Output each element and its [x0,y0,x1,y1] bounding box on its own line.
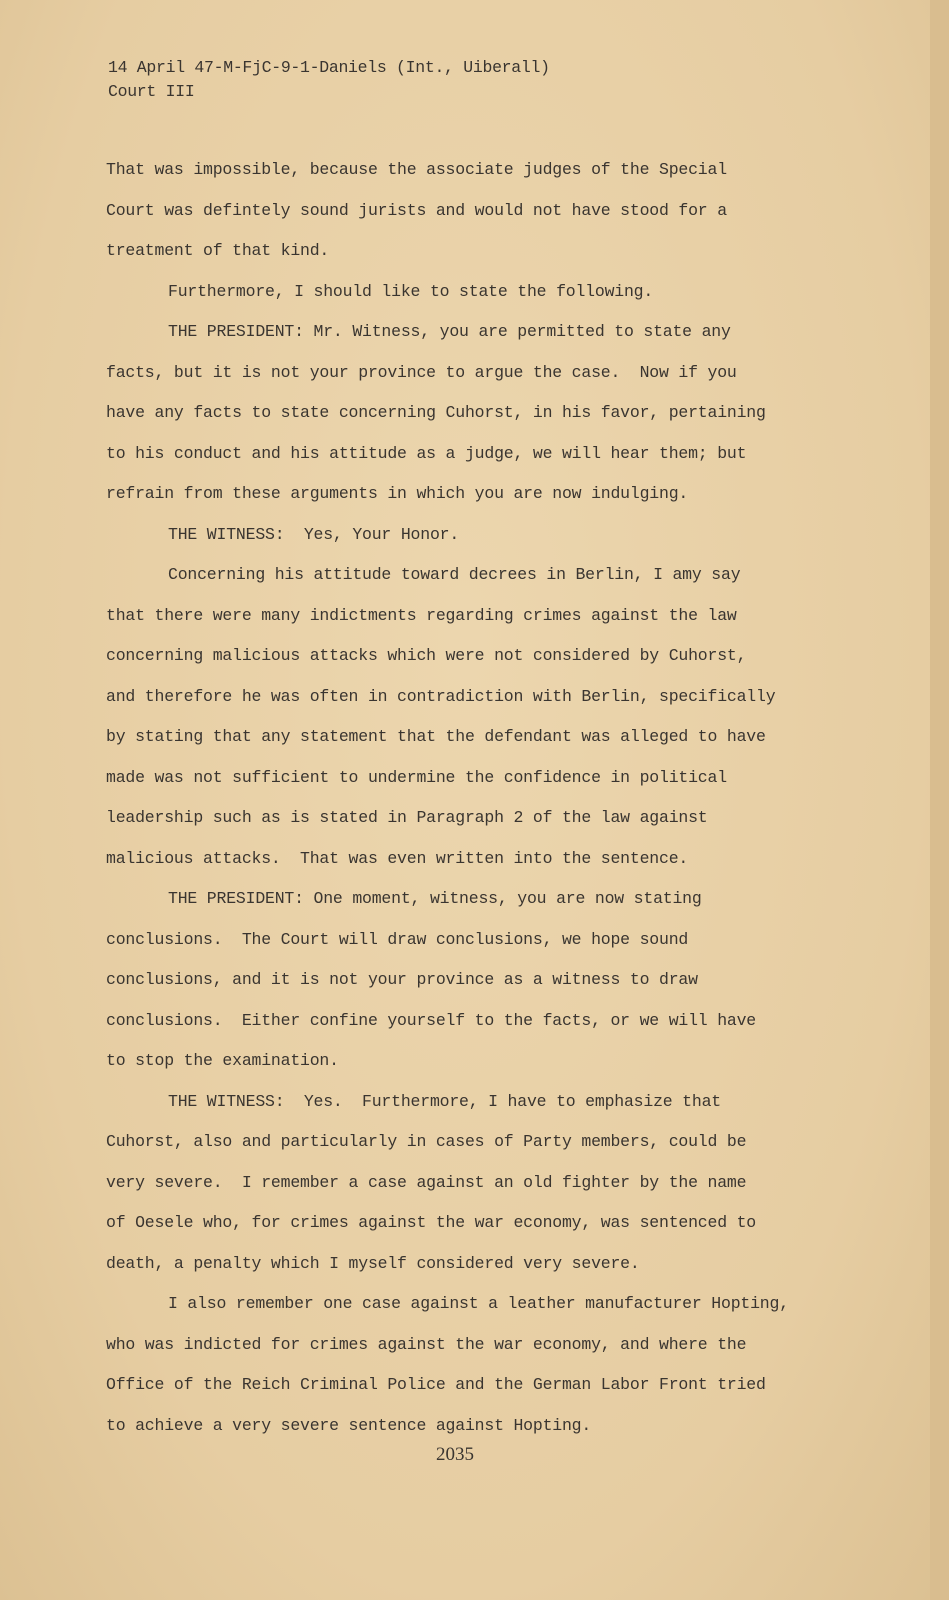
text-line: refrain from these arguments in which you are now indulging. [106,484,689,503]
text-line: Court was defintely sound jurists and would not have stood for a [106,200,727,220]
text-line: that there were many indictments regarding crimes against the law [106,605,737,625]
text-line: by stating that any statement that the defendant was alleged to have [106,727,766,746]
header-court: Court III [108,82,195,101]
text-line: Cuhorst, also and particularly in cases of Party members, could be [106,1132,747,1151]
text-line: to achieve a very severe sentence against Hopting. [106,1415,592,1435]
text-line: death, a penalty which I myself considered very severe. [106,1253,640,1273]
text-line: Concerning his attitude toward decrees in Berlin, I amy say [168,565,741,584]
text-line: That was impossible, because the associate judges of the Special [106,160,727,179]
text-line: leadership such as is stated in Paragraph 2 of the law against [106,808,708,827]
text-line: to stop the examination. [106,1051,339,1070]
speaker-line: THE PRESIDENT: One moment, witness, you are now stating [168,889,702,908]
transcript-body [106,155,866,1451]
text-line: made was not sufficient to undermine the confidence in political [106,767,727,787]
text-line: Furthermore, I should like to state the following. [168,281,654,301]
text-line: conclusions, and it is not your province as a witness to draw [106,970,698,989]
text-line: conclusions. The Court will draw conclusions, we hope sound [106,929,689,949]
text-line: concerning malicious attacks which were not considered by Cuhorst, [106,646,747,665]
speaker-line: THE WITNESS: Yes. Furthermore, I have to emphasize that [168,1091,721,1111]
header-reference: 14 April 47-M-FjC-9-1-Daniels (Int., Uiberall) [108,58,550,77]
text-line: I also remember one case against a leather manufacturer Hopting, [168,1294,789,1313]
text-line: Office of the Reich Criminal Police and the German Labor Front tried [106,1375,766,1394]
speaker-line: THE WITNESS: Yes, Your Honor. [168,524,460,544]
speaker-line: THE PRESIDENT: Mr. Witness, you are permitted to state any [168,322,731,341]
text-line: and therefore he was often in contradiction with Berlin, specifically [106,686,776,706]
text-line: conclusions. Either confine yourself to the facts, or we will have [106,1010,757,1030]
text-line: facts, but it is not your province to argue the case. Now if you [106,362,737,382]
page-number: 2035 [436,1444,474,1465]
text-line: very severe. I remember a case against an old fighter by the name [106,1172,747,1192]
text-line: to his conduct and his attitude as a judge, we will hear them; but [106,443,747,463]
text-line: of Oesele who, for crimes against the war economy, was sentenced to [106,1213,757,1232]
text-line: have any facts to state concerning Cuhorst, in his favor, pertaining [106,403,766,422]
text-line: who was indicted for crimes against the war economy, and where the [106,1334,747,1354]
text-line: treatment of that kind. [106,241,330,260]
text-line: malicious attacks. That was even written into the sentence. [106,848,689,868]
page-edge [930,0,949,1600]
